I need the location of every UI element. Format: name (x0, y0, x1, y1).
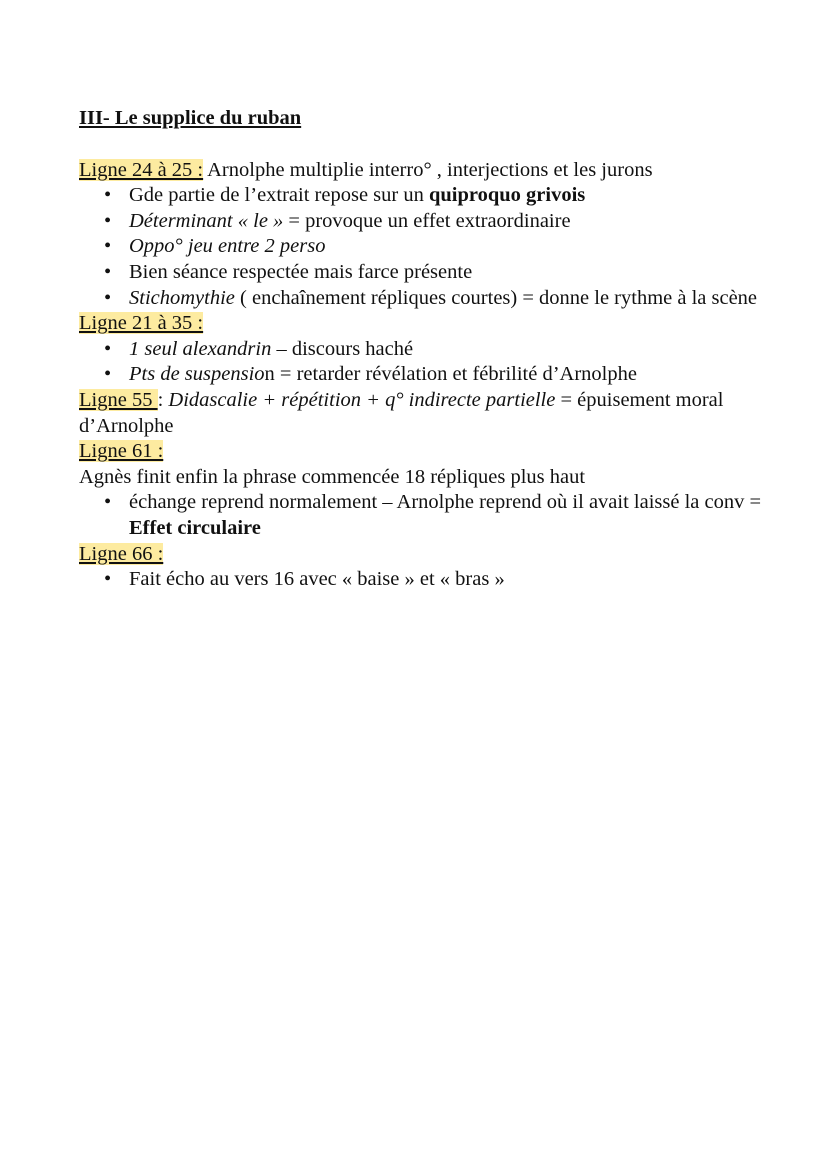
paragraph-ligne-21-35 (79, 311, 769, 337)
paragraph-text: Arnolphe multiplie interro° , interjections et les jurons (203, 158, 653, 181)
item-text: Gde partie de l’extrait repose sur un (129, 184, 429, 207)
item-text: Bien séance respectée mais farce présente (129, 260, 473, 283)
list-item (104, 286, 769, 312)
list-item (104, 209, 769, 235)
paragraph-italic-text: Didascalie + répétition + q° indirecte partielle (163, 388, 556, 411)
line-reference-label: Ligne 55 (79, 388, 158, 411)
item-italic-text: Oppo° jeu entre 2 perso (129, 235, 326, 258)
paragraph-ligne-55 (79, 388, 769, 439)
item-bold-text: quiproquo grivois (428, 184, 586, 207)
item-italic-text: Pts de suspensio (129, 363, 265, 386)
item-italic-text: Déterminant « le » (129, 209, 284, 232)
item-text: n = retarder révélation et fébrilité d’Arnolphe (264, 363, 637, 386)
bullet-icon: • (104, 491, 112, 514)
list-item (104, 234, 769, 260)
bullet-list (79, 337, 769, 388)
paragraph-ligne-24-25 (79, 158, 769, 184)
item-text: = provoque un effet extraordinaire (283, 209, 571, 232)
paragraph-ligne-61 (79, 439, 769, 465)
list-item (104, 490, 769, 541)
bullet-list (79, 567, 769, 593)
item-text: ( enchaînement répliques courtes) = donne le rythme à la scène (234, 286, 758, 309)
bullet-icon: • (104, 209, 112, 232)
list-item (104, 337, 769, 363)
item-italic-text: 1 seul alexandrin (129, 337, 272, 360)
list-item (104, 362, 769, 388)
item-text: échange reprend normalement – Arnolphe reprend où il avait laissé la conv = (129, 491, 762, 514)
item-text: – discours haché (271, 337, 414, 360)
paragraph-text-line: Agnès finit enfin la phrase commencée 18 répliques plus haut (79, 465, 586, 488)
line-reference-label: Ligne 24 à 25 : (79, 158, 204, 181)
bullet-icon: • (104, 184, 112, 207)
bullet-list (79, 183, 769, 311)
line-reference-label: Ligne 21 à 35 : (79, 312, 204, 335)
section-heading: III- Le supplice du ruban (79, 107, 302, 129)
item-bold-text: Effet circulaire (129, 516, 261, 539)
list-item (104, 567, 769, 593)
bullet-icon: • (104, 286, 112, 309)
paragraph-ligne-66 (79, 542, 769, 568)
item-text: Fait écho au vers 16 avec « baise » et « bras » (129, 568, 505, 591)
list-item (104, 260, 769, 286)
bullet-list (79, 490, 769, 541)
document-page (79, 104, 769, 593)
bullet-icon: • (104, 363, 112, 386)
line-reference-label: Ligne 61 : (79, 440, 164, 463)
line-reference-label: Ligne 66 : (79, 542, 164, 565)
paragraph-text: = épuisement moral d’Arnolphe (79, 388, 724, 437)
list-item (104, 183, 769, 209)
bullet-icon: • (104, 337, 112, 360)
label-colon: : (157, 388, 164, 411)
bullet-icon: • (104, 260, 112, 283)
bullet-icon: • (104, 235, 112, 258)
item-italic-text: Stichomythie (129, 286, 235, 309)
bullet-icon: • (104, 568, 112, 591)
